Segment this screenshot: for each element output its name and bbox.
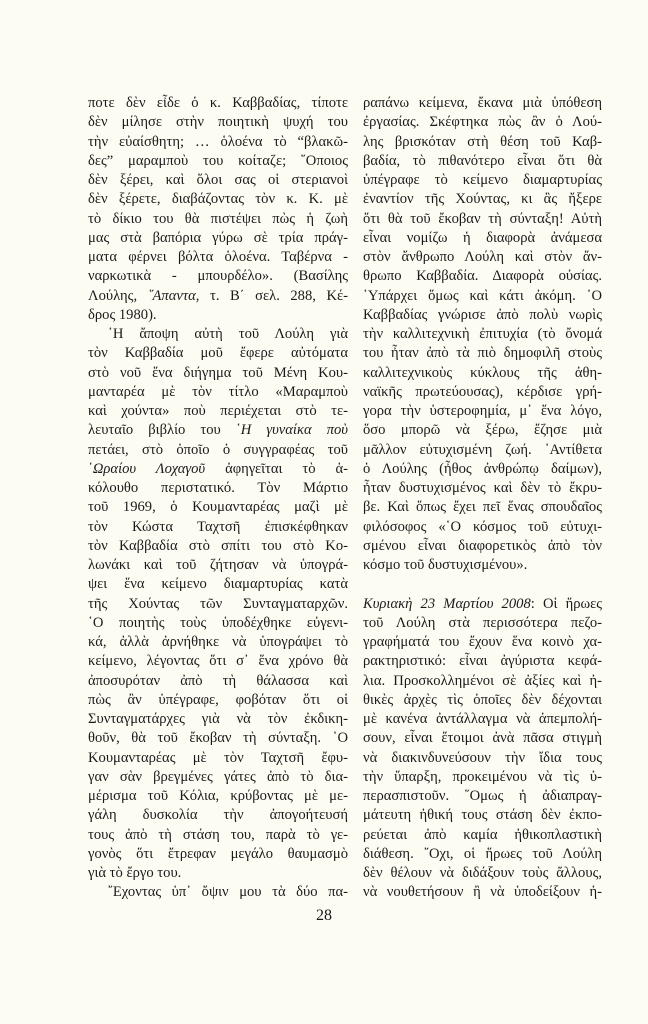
text-line: δὲν ξέρει, καὶ ὅλοι σας οἱ στεριανοὶ bbox=[88, 172, 348, 188]
text-line: γορα τὴν ὑστεροφημία, μ᾿ ἕνα λόγο, bbox=[363, 403, 602, 419]
text-line: ψει ἕνα κείμενο διαμαρτυρίας κατὰ bbox=[88, 576, 348, 593]
text-line: νὰ νουθετήσουν ἢ νὰ ὑποδείξουν ἠ- bbox=[363, 884, 602, 901]
text-line: ὑπέγραφε τὸ κείμενο διαμαρτυρίας bbox=[363, 172, 602, 188]
text-line: ποτε δὲν εἶδε ὁ κ. Καββαδίας, τίποτε bbox=[88, 95, 348, 111]
text-line: λια. Προσκολλημένοι σὲ ἀξίες καὶ ἠ- bbox=[363, 672, 602, 689]
left-column bbox=[88, 94, 348, 903]
page-number: 28 bbox=[316, 907, 332, 924]
text-line: ῾Ωραίου Λοχαγοῦ ἀφηγεῖται τὸ ἀ- bbox=[88, 460, 348, 477]
text-line: ὁ Λούλης (ἦθος ἀνθρώπῳ δαίμων), bbox=[363, 460, 602, 477]
text-line: τὸν Κώστα Ταχτσῆ ἐπισκέφθηκαν bbox=[88, 518, 348, 535]
text-line: τὴν εὐαίσθητη; … ὁλοένα τὸ “βλακῶ- bbox=[88, 133, 348, 150]
text-line: τὸν Καββαδία στὸ σπίτι του στὸ Κο- bbox=[88, 537, 348, 554]
text-line: τὴν καλλιτεχνικὴ ἐπιτυχία (τὸ ὄνομά bbox=[363, 326, 602, 342]
text-line: τὸ δίκιο του θὰ πιστέψει πὼς ἡ ζωὴ bbox=[88, 210, 348, 227]
citation-book-title: ῞Απαντα bbox=[147, 287, 196, 304]
text-line: τοῦ 1969, ὁ Κουμανταρέας μαζὶ μὲ bbox=[88, 499, 348, 516]
diary-date: Κυριακὴ 23 Μαρτίου 2008 bbox=[363, 595, 531, 612]
text-line: του ἦταν ἀπὸ τὰ πιὸ δημοφιλῆ στοὺς bbox=[363, 345, 602, 362]
text-line: βε. Καὶ ὅπως ἔχει πεῖ ἕνας σπουδαῖος bbox=[363, 499, 602, 516]
text-line: καὶ χούντα» ποὺ περιέχεται στὸ τε- bbox=[88, 403, 348, 419]
text-line: ῾Υπάρχει ὅμως καὶ κάτι ἀκόμη. ῾Ο bbox=[363, 287, 602, 304]
text-line: ἀποσυρόταν ἀπὸ τὴ θάλασσα καὶ bbox=[88, 672, 348, 689]
text-line: μᾶλλον εὐτυχισμένη ζωή. ᾿Αντίθετα bbox=[363, 441, 602, 458]
text-line: δὲν θέλουν νὰ διδάξουν τοὺς ἄλλους, bbox=[363, 865, 602, 881]
text-line: σμένου εἶναι διαφορετικὸς ἀπὸ τὸν bbox=[363, 537, 602, 554]
book-title: ῾Η γυναίκα ποὺ bbox=[235, 422, 348, 439]
text-line: σουν, εἶναι ἕτοιμοι ἀνὰ πᾶσα στιγμὴ bbox=[363, 730, 602, 747]
text-line: δὲν μίλησε στὴν ποιητικὴ ψυχή του bbox=[88, 114, 348, 131]
text-line: νὰ διακινδυνεύσουν τὴν ἴδια τους bbox=[363, 749, 602, 766]
text-line: ἦταν δυστυχισμένος καὶ δὲν τὸ ἔκρυ- bbox=[363, 480, 602, 496]
text-line: γαν σὰν βρεγμένες γάτες ἀπὸ τὸ δια- bbox=[88, 768, 348, 785]
text-line: κόσμο τοῦ δυστυχισμένου». bbox=[363, 557, 528, 573]
text-line: κά, ἀλλὰ ἀρνήθηκε νὰ ὑπογράψει τὸ bbox=[88, 634, 348, 650]
paragraph-start: ῎Εχοντας ὑπ᾿ ὄψιν μου τὰ δύο πα- bbox=[108, 884, 348, 901]
citation-details: , τ. Β΄ σελ. 288, Κέ- bbox=[195, 287, 348, 304]
text-line: ματα φέρνει βόλτα ὁλοένα. Ταβέρνα - bbox=[88, 249, 348, 265]
section-gap bbox=[363, 575, 602, 594]
text-line: εἶναι νομίζω ἡ διαφορὰ ἀνάμεσα bbox=[363, 229, 602, 246]
diary-entry-start: Κυριακὴ 23 Μαρτίου 2008: Οἱ ἥρωες bbox=[363, 595, 603, 612]
text-line: Καββαδίας γνώρισε ἀπὸ πολὺ νωρὶς bbox=[363, 306, 602, 323]
text-line: πετάει, στὸ ὁποῖο ὁ συγγραφέας τοῦ bbox=[88, 441, 348, 458]
text-line: μανταρέα μὲ τὸν τίτλο «Μαραμποὺ bbox=[88, 383, 348, 400]
text-line: ἐναντίον τῆς Χούντας, κι ἂς ἤξερε bbox=[363, 191, 602, 208]
text-line: Συνταγματάρχες γιὰ νὰ τὸν ἐκδικη- bbox=[88, 711, 348, 727]
text-line: κείμενο, λέγοντας ὅτι σ᾿ ἕνα χρόνο θὰ bbox=[88, 653, 348, 670]
text-line: θοῦν, θὰ τοῦ ἔκοβαν τὴ σύνταξη. ῾Ο bbox=[88, 730, 348, 747]
text-line: γιὰ τὸ ἔργο του. bbox=[88, 865, 182, 881]
text-line: δες” μαραμποὺ του κοίταζε; ῞Οποιος bbox=[88, 152, 348, 169]
text-line: μας στὰ βαπόρια γύρω σὲ τρία πράγ- bbox=[88, 229, 348, 246]
text-line: καλλιτεχνικοὺς κύκλους τῆς ἀθη- bbox=[363, 364, 602, 381]
text-line: μέρισμα τοῦ Κόλια, κρύβοντας μὲ με- bbox=[88, 788, 348, 804]
text-line: γάλη δυσκολία τὴν ἀπογοήτευσή bbox=[88, 807, 348, 824]
text-line: λωνάκι καὶ τοῦ ζήτησαν νὰ ὑπογρά- bbox=[88, 557, 348, 573]
text-line: θικὲς ἀρχὲς τὶς ὁποῖες δὲν δέχονται bbox=[363, 691, 602, 708]
text-line: ὅσο μπορῶ νὰ ξέρω, ἔζησε μιὰ bbox=[363, 422, 602, 439]
text-line: τὴν ὕπαρξη, προκειμένου νὰ τὶς ὑ- bbox=[363, 768, 602, 785]
text-line: λευταῖο βιβλίο του ῾Η γυναίκα ποὺ bbox=[88, 422, 348, 439]
text-line: φιλόσοφος «῾Ο κόσμος τοῦ εὐτυχι- bbox=[363, 518, 602, 535]
right-column bbox=[363, 94, 602, 903]
text-line: στὸν ἄνθρωπο Λούλη καὶ στὸν ἄν- bbox=[363, 249, 602, 265]
text-line: Κουμανταρέας μὲ τὸν Ταχτσῆ ἔφυ- bbox=[88, 749, 348, 766]
text-line: κόλουθο περιστατικό. Τὸν Μάρτιο bbox=[88, 480, 348, 496]
paragraph-start: ῾Η ἄποψη αὐτὴ τοῦ Λούλη γιὰ bbox=[108, 326, 348, 342]
text-line: ὅτι θὰ τοῦ ἔκοβαν τὴ σύνταξη! Αὐτὴ bbox=[363, 210, 602, 227]
text-line: θρωπο Καββαδία. Διαφορὰ οὐσίας. bbox=[363, 268, 602, 285]
text-line: δρος 1980). bbox=[88, 306, 157, 323]
text-line: λης βρισκόταν στὴ θέση τοῦ Καβ- bbox=[363, 133, 602, 150]
text-line: στὸ νοῦ ἕνα διήγημα τοῦ Μένη Κου- bbox=[88, 364, 348, 381]
text-line: πὼς ἂν ὑπέγραφε, φοβόταν ὅτι οἱ bbox=[88, 691, 348, 708]
text-line: ρεύεται ἀπὸ καμία ἠθικοπλαστικὴ bbox=[363, 826, 602, 843]
text-line: ναϊκῆς πρωτεύουσας), κέρδισε γρή- bbox=[363, 383, 602, 400]
text-line: γονὸς ὅτι ἔτρεφαν μεγάλο θαυμασμὸ bbox=[88, 845, 348, 862]
text-line: ρακτηριστικό: εἶναι ἀγύριστα κεφά- bbox=[363, 653, 602, 670]
text-line: τῆς Χούντας τῶν Συνταγματαρχῶν. bbox=[88, 595, 348, 612]
text-line: περασπιστοῦν. ῞Ομως ἡ ἀδιαπραγ- bbox=[363, 788, 602, 804]
text-line: ραπάνω κείμενα, ἔκανα μιὰ ὑπόθεση bbox=[363, 95, 602, 111]
text-line: ῾Ο ποιητὴς τοὺς ὑποδέχθηκε εὐγενι- bbox=[88, 614, 348, 631]
text-line: ἐργασίας. Σκέφτηκα πὼς ἂν ὁ Λού- bbox=[363, 114, 602, 131]
text-line: τους ἀπὸ τὴ στάση του, παρὰ τὸ γε- bbox=[88, 826, 348, 843]
text-line: μὲ κανένα ἀντάλλαγμα νὰ ἀπεμπολή- bbox=[363, 711, 602, 727]
book-title: ῾Ωραίου Λοχαγοῦ bbox=[88, 460, 206, 477]
text-line: τοῦ Λούλη στὰ περισσότερα πεζο- bbox=[363, 614, 602, 631]
citation-author: Λούλης, bbox=[88, 287, 148, 304]
text-line: διάθεση. ῎Οχι, οἱ ἥρωες τοῦ Λούλη bbox=[363, 845, 602, 862]
text-line: γραφήματά του ἔχουν ἕνα κοινὸ χα- bbox=[363, 634, 602, 650]
text-line: ναρκωτικὰ - μπουρδέλο». (Βασίλης bbox=[88, 268, 348, 285]
text-line: μάτευτη ἠθική τους στάση δὲν ἐκπο- bbox=[363, 807, 602, 824]
text-line: τὸν Καββαδία μοῦ ἔφερε αὐτόματα bbox=[88, 345, 348, 362]
text-line: βαδία, τὸ πιθανότερο εἶναι ὅτι θὰ bbox=[363, 152, 602, 169]
citation-line bbox=[88, 287, 348, 306]
text-line: δὲν ξέρετε, διαβάζοντας τὸν κ. Κ. μὲ bbox=[88, 191, 348, 208]
